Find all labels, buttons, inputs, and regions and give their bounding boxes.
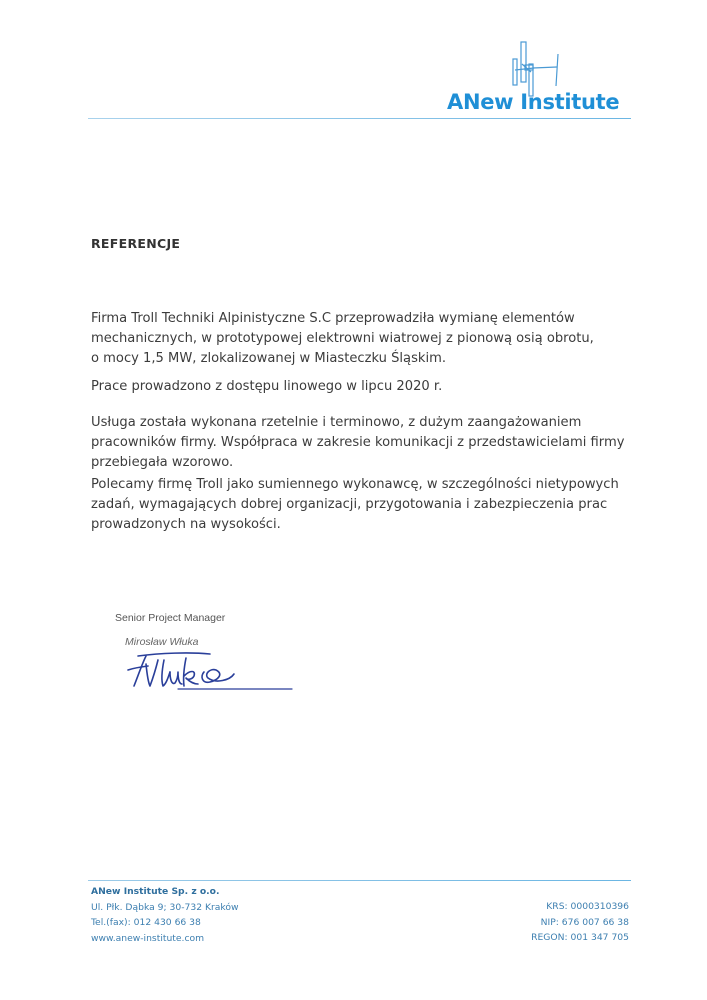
- footer-contact: [91, 884, 239, 946]
- footer-regon: REGON: 001 347 705: [531, 932, 629, 943]
- paragraph-line: Usługa została wykonana rzetelnie i terminowo, z dużym zaangażowaniem: [91, 415, 582, 430]
- footer-address: Ul. Płk. Dąbka 9; 30-732 Kraków: [91, 901, 239, 913]
- paragraph-line: Polecamy firmę Troll jako sumiennego wykonawcę, w szczególności nietypowych: [91, 477, 619, 492]
- footer-phone: Tel.(fax): 012 430 66 38: [91, 917, 201, 928]
- header-divider: [88, 118, 631, 119]
- footer-divider: [88, 880, 631, 881]
- paragraph-line: pracowników firmy. Współpraca w zakresie komunikacji z przedstawicielami firmy: [91, 435, 625, 450]
- paragraph-line: zadań, wymagających dobrej organizacji, przygotowania i zabezpieczenia prac: [91, 497, 608, 512]
- paragraph-line: przebiegała wzorowo.: [91, 455, 234, 470]
- logo-text: ANew Institute: [447, 90, 620, 114]
- footer-krs: KRS: 0000310396: [546, 901, 629, 912]
- handwritten-signature: [120, 650, 295, 695]
- paragraph: [91, 377, 651, 397]
- document-title: REFERENCJE: [91, 236, 181, 251]
- company-logo: [445, 38, 635, 118]
- paragraph: [91, 475, 651, 535]
- paragraph: [91, 309, 651, 369]
- paragraph: [91, 413, 651, 473]
- footer-nip: NIP: 676 007 66 38: [540, 916, 629, 928]
- footer-registration: [531, 899, 629, 946]
- paragraph-line: prowadzonych na wysokości.: [91, 517, 281, 532]
- paragraph-line: mechanicznych, w prototypowej elektrowni wiatrowej z pionową osią obrotu,: [91, 331, 594, 346]
- signer-role: Senior Project Manager: [115, 612, 226, 624]
- paragraph-line: o mocy 1,5 MW, zlokalizowanej w Miasteczku Śląskim.: [91, 351, 447, 366]
- paragraph-line: Firma Troll Techniki Alpinistyczne S.C przeprowadziła wymianę elementów: [91, 311, 575, 326]
- paragraph-line: Prace prowadzono z dostępu linowego w lipcu 2020 r.: [91, 379, 443, 394]
- signer-name: Mirosław Włuka: [125, 636, 199, 648]
- footer-company-name: ANew Institute Sp. z o.o.: [91, 886, 220, 897]
- footer-website-link[interactable]: www.anew-institute.com: [91, 932, 205, 944]
